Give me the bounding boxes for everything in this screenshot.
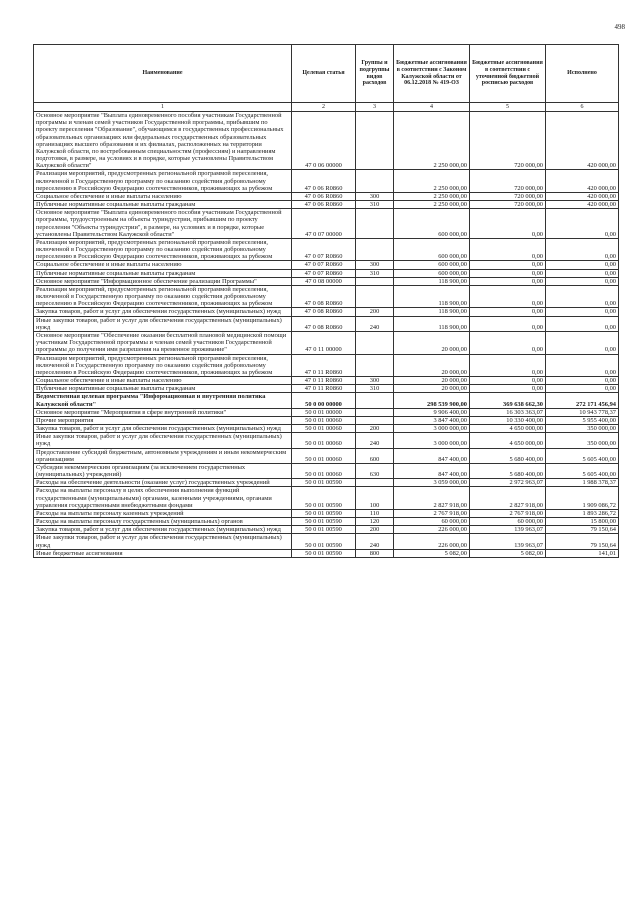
- row-approved: 9 906 400,00: [394, 408, 470, 416]
- row-group: 200: [356, 425, 394, 433]
- row-name: Расходы на выплаты персоналу казенных учреждений: [34, 509, 292, 517]
- table-row: [34, 433, 619, 448]
- row-executed: 0,00: [546, 354, 619, 377]
- row-article: 47 0 06 R0860: [292, 201, 356, 209]
- row-approved: 226 000,00: [394, 534, 470, 549]
- row-refined: 0,00: [470, 261, 546, 269]
- header-refined: Бюджетные ассигнования в соответствии с уточненной бюджетной росписью расходов: [470, 45, 546, 103]
- table-row: [34, 526, 619, 534]
- row-approved: 226 000,00: [394, 526, 470, 534]
- row-executed: 10 943 778,37: [546, 408, 619, 416]
- row-refined: 0,00: [470, 385, 546, 393]
- row-approved: 118 900,00: [394, 308, 470, 316]
- row-name: Реализация мероприятий, предусмотренных региональной программой переселения, включенной в Государственную программу по оказанию содействия добровольному переселению в Российскую Федерацию соотечественников, проживающих за рубежом: [34, 354, 292, 377]
- row-article: 50 0 01 00060: [292, 433, 356, 448]
- table-row: [34, 354, 619, 377]
- table-row: [34, 377, 619, 385]
- row-refined: 4 650 000,00: [470, 425, 546, 433]
- column-number: 6: [546, 103, 619, 112]
- row-article: 47 0 07 00000: [292, 209, 356, 239]
- row-article: 50 0 01 00060: [292, 416, 356, 424]
- table-row: [34, 285, 619, 308]
- row-name: Ведомственная целевая программа "Информационная и внутренняя политика Калужской области": [34, 393, 292, 408]
- row-article: 50 0 01 00060: [292, 425, 356, 433]
- row-refined: 10 330 400,00: [470, 416, 546, 424]
- row-executed: 420 000,00: [546, 192, 619, 200]
- table-body: [34, 112, 619, 558]
- row-refined: 4 650 000,00: [470, 433, 546, 448]
- row-group: [356, 416, 394, 424]
- table-row: [34, 261, 619, 269]
- row-executed: 0,00: [546, 331, 619, 354]
- row-article: 47 0 06 R0860: [292, 192, 356, 200]
- row-name: Иные закупки товаров, работ и услуг для обеспечения государственных (муниципальных) нужд: [34, 316, 292, 331]
- row-group: 630: [356, 463, 394, 478]
- row-refined: 16 303 363,07: [470, 408, 546, 416]
- row-refined: 5 082,00: [470, 549, 546, 557]
- row-group: [356, 479, 394, 487]
- row-group: 310: [356, 201, 394, 209]
- row-group: 300: [356, 377, 394, 385]
- row-name: Расходы на выплаты персоналу в целях обеспечения выполнения функций государственными (муниципальными) органами, казенными учреждениями, органами управления государственными внебюджетными фондами: [34, 487, 292, 510]
- row-article: 47 0 11 00000: [292, 331, 356, 354]
- table-row: [34, 408, 619, 416]
- row-executed: 79 150,64: [546, 534, 619, 549]
- table-row: [34, 308, 619, 316]
- row-group: [356, 331, 394, 354]
- row-approved: 2 250 000,00: [394, 201, 470, 209]
- row-executed: 350 000,00: [546, 433, 619, 448]
- row-article: 50 0 01 00590: [292, 526, 356, 534]
- row-refined: 139 963,07: [470, 534, 546, 549]
- row-group: 300: [356, 192, 394, 200]
- row-refined: 0,00: [470, 354, 546, 377]
- row-refined: 0,00: [470, 377, 546, 385]
- row-refined: 0,00: [470, 308, 546, 316]
- row-group: [356, 209, 394, 239]
- row-name: Закупка товаров, работ и услуг для обеспечения государственных (муниципальных) нужд: [34, 526, 292, 534]
- row-executed: 0,00: [546, 316, 619, 331]
- header-article: Целевая статья: [292, 45, 356, 103]
- row-article: 47 0 11 R0860: [292, 385, 356, 393]
- row-refined: 2 767 918,00: [470, 509, 546, 517]
- row-name: Социальное обеспечение и иные выплаты населению: [34, 377, 292, 385]
- row-article: 50 0 01 00060: [292, 463, 356, 478]
- row-name: Реализация мероприятий, предусмотренных региональной программой переселения, включенной в Государственную программу по оказанию содействия добровольному переселению в Российскую Федерацию соотечественников, проживающих за рубежом: [34, 170, 292, 193]
- row-name: Основное мероприятие "Выплата единовременного пособия участникам Государственной программы, трудоустроенным на объекты туриндустрии, прибывшим по проекту переселения "Объекты туриндустрии", в размере, на условиях и в порядке, которые установлены Правительством Калужской области": [34, 209, 292, 239]
- row-article: 47 0 06 R0860: [292, 170, 356, 193]
- row-group: 120: [356, 518, 394, 526]
- column-number: 1: [34, 103, 292, 112]
- row-name: Предоставление субсидий бюджетным, автономным учреждениям и иным некоммерческим организациям: [34, 448, 292, 463]
- row-approved: 3 059 000,00: [394, 479, 470, 487]
- row-article: 50 0 01 00060: [292, 448, 356, 463]
- row-article: 47 0 07 R0860: [292, 269, 356, 277]
- table-row: [34, 487, 619, 510]
- row-refined: 139 963,07: [470, 526, 546, 534]
- column-number: 4: [394, 103, 470, 112]
- table-row: [34, 463, 619, 478]
- table-row: [34, 518, 619, 526]
- row-article: 47 0 08 R0860: [292, 316, 356, 331]
- row-article: 50 0 01 00590: [292, 487, 356, 510]
- header-row: [34, 45, 619, 103]
- row-executed: 1 909 086,72: [546, 487, 619, 510]
- row-article: 47 0 06 00000: [292, 112, 356, 170]
- row-name: Основное мероприятие "Информационное обеспечение реализации Программы": [34, 277, 292, 285]
- table-row: [34, 416, 619, 424]
- column-number-row: [34, 103, 619, 112]
- row-article: 47 0 11 R0860: [292, 354, 356, 377]
- row-approved: 600 000,00: [394, 238, 470, 261]
- table-row: [34, 385, 619, 393]
- table-row: [34, 201, 619, 209]
- row-refined: 0,00: [470, 209, 546, 239]
- page-number: 498: [614, 23, 625, 31]
- row-executed: 5 605 400,00: [546, 463, 619, 478]
- table-row: [34, 549, 619, 557]
- row-executed: 350 000,00: [546, 425, 619, 433]
- row-approved: 2 827 918,00: [394, 487, 470, 510]
- row-executed: 420 000,00: [546, 112, 619, 170]
- row-name: Прочие мероприятия: [34, 416, 292, 424]
- row-approved: 20 000,00: [394, 331, 470, 354]
- table-row: [34, 479, 619, 487]
- row-executed: 0,00: [546, 277, 619, 285]
- row-group: [356, 354, 394, 377]
- row-article: 50 0 01 00590: [292, 549, 356, 557]
- budget-table: [33, 44, 619, 558]
- row-name: Основное мероприятие "Обеспечение оказания бесплатной плановой медицинской помощи участникам Государственной программы и членам семей участников Государственной программы до получения ими разрешения на временное проживание": [34, 331, 292, 354]
- table-row: [34, 331, 619, 354]
- row-name: Публичные нормативные социальные выплаты гражданам: [34, 269, 292, 277]
- row-approved: 20 000,00: [394, 385, 470, 393]
- row-refined: 2 972 963,07: [470, 479, 546, 487]
- row-executed: 1 893 286,72: [546, 509, 619, 517]
- row-group: 310: [356, 269, 394, 277]
- row-executed: 0,00: [546, 308, 619, 316]
- row-refined: 720 000,00: [470, 192, 546, 200]
- row-executed: 5 955 400,00: [546, 416, 619, 424]
- row-group: 110: [356, 509, 394, 517]
- row-group: [356, 238, 394, 261]
- row-refined: 2 827 918,00: [470, 487, 546, 510]
- row-refined: 0,00: [470, 331, 546, 354]
- table-row: [34, 269, 619, 277]
- row-executed: 141,01: [546, 549, 619, 557]
- row-article: 50 0 01 00590: [292, 479, 356, 487]
- row-name: Иные закупки товаров, работ и услуг для обеспечения государственных (муниципальных) нужд: [34, 433, 292, 448]
- table-row: [34, 534, 619, 549]
- row-executed: 0,00: [546, 209, 619, 239]
- row-executed: 0,00: [546, 385, 619, 393]
- table-row: [34, 209, 619, 239]
- row-executed: 5 605 400,00: [546, 448, 619, 463]
- row-group: 600: [356, 448, 394, 463]
- row-refined: 0,00: [470, 277, 546, 285]
- header-executed: Исполнено: [546, 45, 619, 103]
- header-group: Группы и подгруппы видов расходов: [356, 45, 394, 103]
- row-article: 47 0 11 R0860: [292, 377, 356, 385]
- table-row: [34, 393, 619, 408]
- row-executed: 420 000,00: [546, 201, 619, 209]
- row-approved: 20 000,00: [394, 354, 470, 377]
- row-refined: 369 638 662,30: [470, 393, 546, 408]
- row-article: 47 0 07 R0860: [292, 261, 356, 269]
- row-group: 800: [356, 549, 394, 557]
- row-name: Социальное обеспечение и иные выплаты населению: [34, 192, 292, 200]
- row-group: [356, 285, 394, 308]
- row-approved: 600 000,00: [394, 261, 470, 269]
- row-executed: 0,00: [546, 285, 619, 308]
- row-article: 50 0 01 00590: [292, 518, 356, 526]
- row-approved: 847 400,00: [394, 463, 470, 478]
- row-refined: 0,00: [470, 238, 546, 261]
- row-group: 240: [356, 433, 394, 448]
- row-refined: 60 000,00: [470, 518, 546, 526]
- row-approved: 2 250 000,00: [394, 112, 470, 170]
- row-executed: 272 171 456,94: [546, 393, 619, 408]
- row-approved: 298 539 900,00: [394, 393, 470, 408]
- row-group: [356, 277, 394, 285]
- row-name: Публичные нормативные социальные выплаты гражданам: [34, 201, 292, 209]
- row-name: Реализация мероприятий, предусмотренных региональной программой переселения, включенной в Государственную программу по оказанию содействия добровольному переселению в Российскую Федерацию соотечественников, проживающих за рубежом: [34, 238, 292, 261]
- row-group: 240: [356, 316, 394, 331]
- row-approved: 3 000 000,00: [394, 433, 470, 448]
- row-group: [356, 408, 394, 416]
- row-approved: 118 900,00: [394, 316, 470, 331]
- row-group: [356, 393, 394, 408]
- row-approved: 5 082,00: [394, 549, 470, 557]
- column-number: 2: [292, 103, 356, 112]
- row-name: Социальное обеспечение и иные выплаты населению: [34, 261, 292, 269]
- row-article: 50 0 01 00000: [292, 408, 356, 416]
- row-group: [356, 170, 394, 193]
- row-article: 50 0 01 00590: [292, 509, 356, 517]
- row-article: 47 0 08 R0860: [292, 308, 356, 316]
- column-number: 3: [356, 103, 394, 112]
- table-row: [34, 112, 619, 170]
- row-refined: 0,00: [470, 269, 546, 277]
- table-row: [34, 509, 619, 517]
- row-refined: 720 000,00: [470, 201, 546, 209]
- row-article: 47 0 08 00000: [292, 277, 356, 285]
- row-name: Расходы на обеспечение деятельности (оказание услуг) государственных учреждений: [34, 479, 292, 487]
- row-approved: 2 767 918,00: [394, 509, 470, 517]
- row-group: 300: [356, 261, 394, 269]
- row-refined: 720 000,00: [470, 112, 546, 170]
- row-name: Расходы на выплаты персоналу государственных (муниципальных) органов: [34, 518, 292, 526]
- table-row: [34, 277, 619, 285]
- row-name: Иные закупки товаров, работ и услуг для обеспечения государственных (муниципальных) нужд: [34, 534, 292, 549]
- row-group: 240: [356, 534, 394, 549]
- row-group: 200: [356, 526, 394, 534]
- row-article: 47 0 07 R0860: [292, 238, 356, 261]
- row-article: 47 0 08 R0860: [292, 285, 356, 308]
- row-group: [356, 112, 394, 170]
- row-refined: 0,00: [470, 316, 546, 331]
- row-executed: 0,00: [546, 238, 619, 261]
- row-approved: 60 000,00: [394, 518, 470, 526]
- row-executed: 0,00: [546, 269, 619, 277]
- row-approved: 2 250 000,00: [394, 192, 470, 200]
- row-approved: 3 847 400,00: [394, 416, 470, 424]
- row-group: 310: [356, 385, 394, 393]
- table-row: [34, 448, 619, 463]
- table-row: [34, 425, 619, 433]
- header-name: Наименование: [34, 45, 292, 103]
- row-article: 50 0 01 00590: [292, 534, 356, 549]
- table-row: [34, 170, 619, 193]
- row-approved: 847 400,00: [394, 448, 470, 463]
- row-name: Иные бюджетные ассигнования: [34, 549, 292, 557]
- row-refined: 5 680 400,00: [470, 448, 546, 463]
- row-refined: 5 680 400,00: [470, 463, 546, 478]
- table-row: [34, 192, 619, 200]
- row-group: 200: [356, 308, 394, 316]
- row-refined: 0,00: [470, 285, 546, 308]
- row-approved: 600 000,00: [394, 269, 470, 277]
- table-row: [34, 316, 619, 331]
- column-number: 5: [470, 103, 546, 112]
- row-name: Публичные нормативные социальные выплаты гражданам: [34, 385, 292, 393]
- row-group: 100: [356, 487, 394, 510]
- row-executed: 79 150,64: [546, 526, 619, 534]
- row-name: Субсидии некоммерческим организациям (за исключением государственных (муниципальных) учреждений): [34, 463, 292, 478]
- row-name: Реализация мероприятий, предусмотренных региональной программой переселения, включенной в Государственную программу по оказанию содействия добровольному переселению в Российскую Федерацию соотечественников, проживающих за рубежом: [34, 285, 292, 308]
- row-name: Основное мероприятие "Мероприятия в сфере внутренней политики": [34, 408, 292, 416]
- row-refined: 720 000,00: [470, 170, 546, 193]
- table-row: [34, 238, 619, 261]
- row-approved: 20 000,00: [394, 377, 470, 385]
- row-article: 50 0 00 00000: [292, 393, 356, 408]
- row-approved: 118 900,00: [394, 277, 470, 285]
- row-executed: 0,00: [546, 261, 619, 269]
- row-approved: 600 000,00: [394, 209, 470, 239]
- header-approved: Бюджетные ассигнования в соответствии с Законом Калужской области от 06.12.2018 № 419-ОЗ: [394, 45, 470, 103]
- row-executed: 0,00: [546, 377, 619, 385]
- row-executed: 15 800,00: [546, 518, 619, 526]
- row-executed: 1 988 378,37: [546, 479, 619, 487]
- row-approved: 2 250 000,00: [394, 170, 470, 193]
- row-name: Закупка товаров, работ и услуг для обеспечения государственных (муниципальных) нужд: [34, 308, 292, 316]
- row-name: Основное мероприятие "Выплата единовременного пособия участникам Государственной программы и членам семей участников Государственной программы, прибывшим по проекту переселения "Образование", обучающимся в государственных профессиональных образовательных организациях или федеральных государственных образовательных организациях высшего образования и их филиалах, расположенных на территории Калужской области, по востребованным специальностям (профессиям) и направлениям подготовки, в размере, на условиях и в порядке, которые установлены Правительством Калужской области": [34, 112, 292, 170]
- row-executed: 420 000,00: [546, 170, 619, 193]
- row-approved: 3 000 000,00: [394, 425, 470, 433]
- row-name: Закупка товаров, работ и услуг для обеспечения государственных (муниципальных) нужд: [34, 425, 292, 433]
- row-approved: 118 900,00: [394, 285, 470, 308]
